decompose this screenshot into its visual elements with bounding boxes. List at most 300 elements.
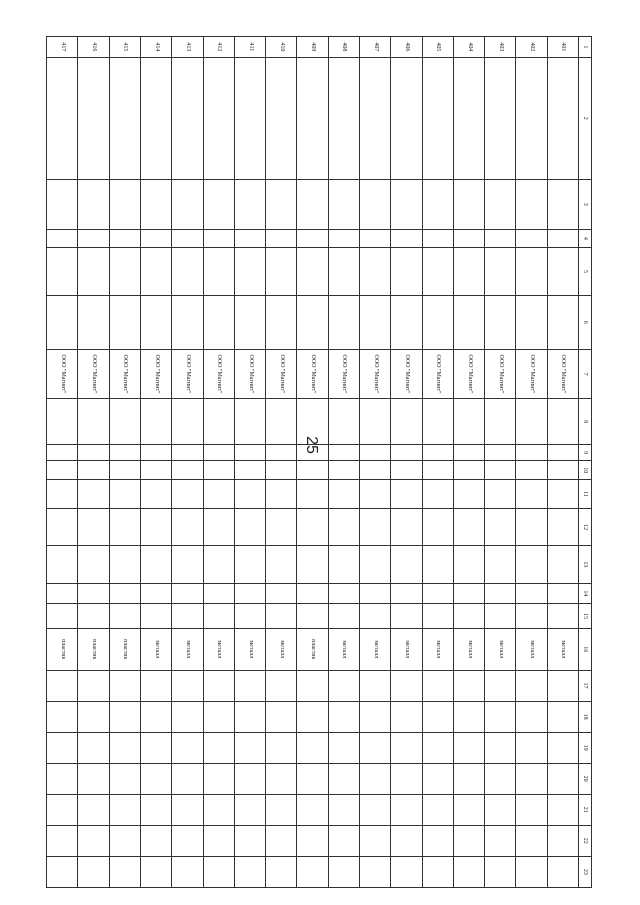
- table-cell: [391, 670, 422, 701]
- address-cell: [141, 57, 172, 179]
- table-cell: [172, 604, 203, 629]
- table-cell: [78, 670, 109, 701]
- table-cell: [360, 399, 391, 445]
- table-cell: [203, 856, 234, 887]
- column-number: 9: [579, 444, 592, 461]
- column-number: 13: [579, 546, 592, 583]
- table-cell: [547, 583, 578, 604]
- container-type-cell: металл: [141, 629, 172, 670]
- table-cell: [485, 825, 516, 856]
- table-cell: [266, 794, 297, 825]
- table-cell: [141, 732, 172, 763]
- table-cell: [297, 546, 328, 583]
- table-cell: [78, 399, 109, 445]
- table-cell: [547, 604, 578, 629]
- table-cell: [485, 604, 516, 629]
- table-cell: [141, 763, 172, 794]
- address-cell: [78, 57, 109, 179]
- table-cell: [141, 248, 172, 296]
- table-cell: [297, 229, 328, 248]
- table-cell: [516, 763, 547, 794]
- address-cell: [47, 57, 79, 179]
- table-cell: [203, 509, 234, 546]
- table-cell: [109, 701, 140, 732]
- table-cell: [234, 856, 265, 887]
- table-cell: [109, 480, 140, 509]
- table-cell: [360, 825, 391, 856]
- table-cell: [391, 295, 422, 349]
- container-type-cell: металл: [328, 629, 359, 670]
- table-cell: [360, 461, 391, 480]
- table-cell: [516, 732, 547, 763]
- table-cell: [391, 794, 422, 825]
- table-cell: [78, 825, 109, 856]
- table-cell: [360, 509, 391, 546]
- row-number: 417: [47, 37, 79, 58]
- table-cell: [422, 179, 453, 229]
- container-type-cell: металл: [485, 629, 516, 670]
- table-cell: [453, 856, 484, 887]
- column-number: 14: [579, 583, 592, 604]
- table-cell: [422, 399, 453, 445]
- table-cell: [547, 248, 578, 296]
- row-number: 415: [109, 37, 140, 58]
- table-row: [360, 37, 391, 888]
- table-cell: [266, 295, 297, 349]
- organization-cell: ООО "Магнит": [109, 349, 140, 399]
- table-cell: [109, 670, 140, 701]
- table-cell: [485, 399, 516, 445]
- table-cell: [266, 399, 297, 445]
- table-row: [516, 37, 547, 888]
- table-cell: [47, 825, 79, 856]
- table-cell: [422, 763, 453, 794]
- table-cell: [266, 229, 297, 248]
- table-cell: [47, 604, 79, 629]
- table-cell: [47, 509, 79, 546]
- table-cell: [172, 444, 203, 461]
- address-cell: [516, 57, 547, 179]
- column-number: 17: [579, 670, 592, 701]
- table-cell: [453, 670, 484, 701]
- table-cell: [391, 856, 422, 887]
- table-body: [47, 37, 592, 888]
- table-cell: [360, 701, 391, 732]
- table-cell: [391, 763, 422, 794]
- column-number: 11: [579, 480, 592, 509]
- table-cell: [422, 794, 453, 825]
- table-cell: [234, 295, 265, 349]
- table-cell: [453, 701, 484, 732]
- table-cell: [234, 461, 265, 480]
- table-cell: [453, 444, 484, 461]
- table-cell: [234, 825, 265, 856]
- table-cell: [360, 546, 391, 583]
- table-cell: [203, 701, 234, 732]
- table-cell: [78, 509, 109, 546]
- table-cell: [328, 825, 359, 856]
- row-number: 411: [234, 37, 265, 58]
- row-number: 408: [328, 37, 359, 58]
- table-row: [109, 37, 140, 888]
- table-cell: [453, 179, 484, 229]
- container-type-cell: пластик: [47, 629, 79, 670]
- table-cell: [172, 179, 203, 229]
- table-cell: [547, 701, 578, 732]
- address-cell: [266, 57, 297, 179]
- table-cell: [485, 248, 516, 296]
- table-cell: [141, 399, 172, 445]
- table-cell: [516, 583, 547, 604]
- table-cell: [172, 701, 203, 732]
- table-cell: [47, 461, 79, 480]
- table-cell: [453, 732, 484, 763]
- table-cell: [422, 248, 453, 296]
- table-cell: [547, 825, 578, 856]
- organization-cell: ООО "Магнит": [78, 349, 109, 399]
- table-cell: [172, 509, 203, 546]
- table-cell: [141, 461, 172, 480]
- table-cell: [516, 248, 547, 296]
- table-cell: [360, 732, 391, 763]
- table-cell: [47, 794, 79, 825]
- column-number: 21: [579, 794, 592, 825]
- table-cell: [78, 732, 109, 763]
- table-cell: [453, 825, 484, 856]
- container-type-cell: металл: [422, 629, 453, 670]
- table-cell: [422, 229, 453, 248]
- table-cell: [297, 856, 328, 887]
- table-cell: [47, 670, 79, 701]
- table-cell: [485, 546, 516, 583]
- table-cell: [297, 604, 328, 629]
- table-cell: [547, 229, 578, 248]
- table-cell: [266, 670, 297, 701]
- table-cell: [141, 670, 172, 701]
- table-cell: [234, 509, 265, 546]
- table-cell: [360, 444, 391, 461]
- table-cell: [360, 794, 391, 825]
- table-cell: [516, 509, 547, 546]
- table-row: [234, 37, 265, 888]
- table-cell: [266, 509, 297, 546]
- table-cell: [360, 179, 391, 229]
- table-cell: [328, 229, 359, 248]
- table-cell: [266, 179, 297, 229]
- table-cell: [234, 583, 265, 604]
- table-cell: [266, 583, 297, 604]
- table-cell: [516, 856, 547, 887]
- table-cell: [422, 583, 453, 604]
- table-cell: [328, 461, 359, 480]
- table-cell: [109, 794, 140, 825]
- table-cell: [453, 546, 484, 583]
- container-type-cell: металл: [203, 629, 234, 670]
- table-cell: [485, 480, 516, 509]
- table-cell: [422, 856, 453, 887]
- page-number: 25: [302, 436, 320, 454]
- table-cell: [547, 295, 578, 349]
- table-cell: [47, 583, 79, 604]
- table-cell: [391, 732, 422, 763]
- column-number: 16: [579, 629, 592, 670]
- table-cell: [234, 546, 265, 583]
- table-cell: [547, 670, 578, 701]
- organization-cell: ООО "Магнит": [234, 349, 265, 399]
- table-cell: [172, 732, 203, 763]
- table-cell: [485, 701, 516, 732]
- column-number: 12: [579, 509, 592, 546]
- table-cell: [297, 583, 328, 604]
- table-cell: [47, 701, 79, 732]
- organization-cell: ООО "Магнит": [547, 349, 578, 399]
- organization-cell: ООО "Магнит": [47, 349, 79, 399]
- address-cell: [485, 57, 516, 179]
- table-cell: [547, 856, 578, 887]
- table-cell: [516, 825, 547, 856]
- column-number: 15: [579, 604, 592, 629]
- table-cell: [547, 399, 578, 445]
- table-cell: [47, 179, 79, 229]
- table-cell: [453, 295, 484, 349]
- table-cell: [391, 480, 422, 509]
- table-cell: [453, 794, 484, 825]
- table-cell: [47, 763, 79, 794]
- table-cell: [266, 461, 297, 480]
- table-cell: [328, 480, 359, 509]
- column-number: 3: [579, 179, 592, 229]
- address-cell: [360, 57, 391, 179]
- table-cell: [109, 444, 140, 461]
- address-cell: [391, 57, 422, 179]
- table-cell: [172, 856, 203, 887]
- table-cell: [516, 444, 547, 461]
- table-cell: [141, 546, 172, 583]
- table-cell: [547, 732, 578, 763]
- table-cell: [109, 399, 140, 445]
- table-cell: [516, 604, 547, 629]
- table-cell: [297, 763, 328, 794]
- table-cell: [141, 509, 172, 546]
- table-cell: [516, 295, 547, 349]
- table-cell: [297, 670, 328, 701]
- address-cell: [203, 57, 234, 179]
- table-cell: [453, 480, 484, 509]
- container-type-cell: металл: [360, 629, 391, 670]
- organization-cell: ООО "Магнит": [360, 349, 391, 399]
- table-cell: [141, 856, 172, 887]
- table-cell: [172, 461, 203, 480]
- table-cell: [78, 444, 109, 461]
- row-number: 406: [391, 37, 422, 58]
- table-cell: [391, 546, 422, 583]
- table-cell: [328, 732, 359, 763]
- table-cell: [516, 179, 547, 229]
- table-cell: [516, 461, 547, 480]
- address-cell: [297, 57, 328, 179]
- table-cell: [422, 444, 453, 461]
- row-number: 405: [422, 37, 453, 58]
- organization-cell: ООО "Магнит": [391, 349, 422, 399]
- table-cell: [172, 248, 203, 296]
- table-cell: [297, 794, 328, 825]
- table-cell: [141, 480, 172, 509]
- organization-cell: ООО "Магнит": [141, 349, 172, 399]
- table-cell: [78, 229, 109, 248]
- address-cell: [234, 57, 265, 179]
- table-cell: [422, 546, 453, 583]
- table-cell: [391, 604, 422, 629]
- organization-cell: ООО "Магнит": [422, 349, 453, 399]
- table-cell: [453, 399, 484, 445]
- table-cell: [78, 604, 109, 629]
- table-cell: [422, 732, 453, 763]
- table-cell: [203, 604, 234, 629]
- table-cell: [109, 229, 140, 248]
- table-cell: [109, 732, 140, 763]
- table-cell: [297, 295, 328, 349]
- table-cell: [391, 701, 422, 732]
- table-cell: [266, 825, 297, 856]
- table-cell: [234, 604, 265, 629]
- container-type-cell: пластик: [78, 629, 109, 670]
- table-cell: [47, 480, 79, 509]
- table-cell: [297, 461, 328, 480]
- table-cell: [485, 444, 516, 461]
- table-cell: [47, 229, 79, 248]
- container-type-cell: пластик: [109, 629, 140, 670]
- table-cell: [109, 509, 140, 546]
- table-cell: [78, 248, 109, 296]
- column-number: 7: [579, 349, 592, 399]
- column-number: 18: [579, 701, 592, 732]
- table-cell: [485, 229, 516, 248]
- container-type-cell: металл: [234, 629, 265, 670]
- table-cell: [547, 763, 578, 794]
- table-cell: [141, 295, 172, 349]
- table-cell: [547, 794, 578, 825]
- table-row: [547, 37, 578, 888]
- table-cell: [172, 763, 203, 794]
- table-cell: [266, 732, 297, 763]
- table-cell: [109, 763, 140, 794]
- table-cell: [297, 732, 328, 763]
- table-cell: [328, 670, 359, 701]
- table-cell: [422, 701, 453, 732]
- table-row: [485, 37, 516, 888]
- table-cell: [328, 248, 359, 296]
- table-cell: [453, 604, 484, 629]
- table-cell: [422, 509, 453, 546]
- table-cell: [485, 763, 516, 794]
- table-cell: [266, 480, 297, 509]
- table-cell: [297, 179, 328, 229]
- table-cell: [453, 248, 484, 296]
- organization-cell: ООО "Магнит": [172, 349, 203, 399]
- table-cell: [547, 480, 578, 509]
- address-cell: [172, 57, 203, 179]
- table-cell: [516, 670, 547, 701]
- organization-cell: ООО "Магнит": [328, 349, 359, 399]
- table-cell: [328, 546, 359, 583]
- table-cell: [234, 248, 265, 296]
- table-cell: [47, 248, 79, 296]
- table-cell: [547, 179, 578, 229]
- table-cell: [516, 701, 547, 732]
- table-cell: [234, 763, 265, 794]
- table-cell: [47, 732, 79, 763]
- table-cell: [360, 670, 391, 701]
- table-cell: [203, 480, 234, 509]
- table-cell: [516, 480, 547, 509]
- table-cell: [78, 794, 109, 825]
- table-cell: [203, 546, 234, 583]
- container-type-cell: металл: [516, 629, 547, 670]
- row-number: 403: [485, 37, 516, 58]
- table-cell: [109, 248, 140, 296]
- table-cell: [516, 794, 547, 825]
- table-cell: [172, 399, 203, 445]
- table-row: [297, 37, 328, 888]
- row-number: 402: [516, 37, 547, 58]
- table-cell: [328, 763, 359, 794]
- table-cell: [422, 461, 453, 480]
- table-cell: [360, 583, 391, 604]
- table-cell: [203, 763, 234, 794]
- table-cell: [266, 248, 297, 296]
- table-cell: [78, 763, 109, 794]
- table-cell: [328, 856, 359, 887]
- table-cell: [422, 295, 453, 349]
- table-cell: [328, 444, 359, 461]
- row-number: 414: [141, 37, 172, 58]
- row-number: 413: [172, 37, 203, 58]
- table-cell: [391, 229, 422, 248]
- table-cell: [141, 825, 172, 856]
- table-cell: [47, 444, 79, 461]
- column-number: 8: [579, 399, 592, 445]
- address-cell: [109, 57, 140, 179]
- table-cell: [297, 701, 328, 732]
- table-cell: [485, 461, 516, 480]
- table-row: [328, 37, 359, 888]
- table-cell: [485, 732, 516, 763]
- table-cell: [391, 179, 422, 229]
- table-cell: [172, 229, 203, 248]
- table-cell: [422, 670, 453, 701]
- table-cell: [47, 546, 79, 583]
- table-cell: [391, 399, 422, 445]
- table-cell: [485, 794, 516, 825]
- table-cell: [297, 399, 328, 445]
- organization-cell: ООО "Магнит": [266, 349, 297, 399]
- table-cell: [547, 546, 578, 583]
- table-cell: [234, 794, 265, 825]
- table-cell: [203, 229, 234, 248]
- table-cell: [234, 480, 265, 509]
- table-cell: [141, 583, 172, 604]
- table-cell: [485, 179, 516, 229]
- column-number: 1: [579, 37, 592, 58]
- table-cell: [328, 604, 359, 629]
- table-cell: [78, 295, 109, 349]
- table-cell: [172, 825, 203, 856]
- table-cell: [234, 732, 265, 763]
- column-number: 23: [579, 856, 592, 887]
- organization-cell: ООО "Магнит": [485, 349, 516, 399]
- address-cell: [328, 57, 359, 179]
- table-cell: [453, 229, 484, 248]
